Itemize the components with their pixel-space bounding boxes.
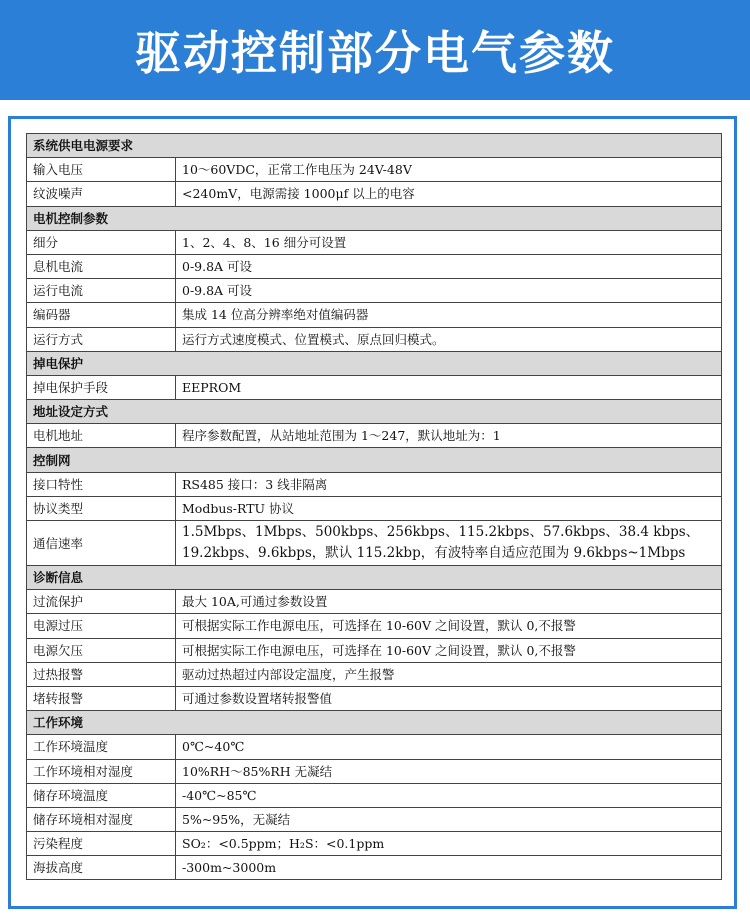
table-row [27,230,722,254]
table-row [27,783,722,807]
section-header [27,206,722,230]
table-row [27,182,722,206]
section-header [27,448,722,472]
spec-table [26,133,722,880]
row-label: 过流保护 [27,590,176,614]
table-row [27,158,722,182]
row-value: <240mV，电源需接 1000μf 以上的电容 [176,182,722,206]
row-label: 海拔高度 [27,856,176,880]
row-value: 1.5Mbps、1Mbps、500kbps、256kbps、115.2kbps、57.6kbps、38.4 kbps、19.2kbps、9.6kbps，默认 115.2kbp，有波特率自适应范围为 9.6kbps~1Mbps [176,521,722,566]
row-value: 驱动过热超过内部设定温度，产生报警 [176,662,722,686]
row-label: 编码器 [27,303,176,327]
row-label: 污染程度 [27,832,176,856]
section-title: 工作环境 [27,711,722,735]
row-value: -40℃~85℃ [176,783,722,807]
section-header [27,351,722,375]
page-title: 驱动控制部分电气参数 [135,26,615,80]
table-row [27,254,722,278]
section-title: 掉电保护 [27,351,722,375]
table-row [27,375,722,399]
table-row [27,662,722,686]
section-title: 地址设定方式 [27,400,722,424]
table-row [27,638,722,662]
section-header [27,711,722,735]
section-title: 电机控制参数 [27,206,722,230]
row-value: 10%RH～85%RH 无凝结 [176,759,722,783]
row-value: 程序参数配置，从站地址范围为 1～247，默认地址为：1 [176,424,722,448]
table-row [27,496,722,520]
row-value: -300m~3000m [176,856,722,880]
row-label: 运行电流 [27,279,176,303]
row-label: 工作环境温度 [27,735,176,759]
table-row [27,735,722,759]
table-row [27,807,722,831]
table-row [27,590,722,614]
row-label: 电机地址 [27,424,176,448]
row-label: 通信速率 [27,521,176,566]
table-row [27,472,722,496]
row-value: 10～60VDC，正常工作电压为 24V-48V [176,158,722,182]
row-label: 协议类型 [27,496,176,520]
row-label: 掉电保护手段 [27,375,176,399]
header-banner [0,0,750,100]
row-value: 可通过参数设置堵转报警值 [176,686,722,710]
row-label: 电源欠压 [27,638,176,662]
section-title: 诊断信息 [27,566,722,590]
table-row [27,327,722,351]
table-row [27,279,722,303]
section-header [27,134,722,158]
row-label: 接口特性 [27,472,176,496]
row-value: 可根据实际工作电源电压，可选择在 10-60V 之间设置，默认 0,不报警 [176,614,722,638]
row-label: 储存环境相对湿度 [27,807,176,831]
row-label: 纹波噪声 [27,182,176,206]
row-value: SO₂：<0.5ppm；H₂S：<0.1ppm [176,832,722,856]
table-row [27,614,722,638]
table-row [27,832,722,856]
section-title: 系统供电电源要求 [27,134,722,158]
row-label: 工作环境相对湿度 [27,759,176,783]
row-value: 0-9.8A 可设 [176,254,722,278]
row-value: Modbus-RTU 协议 [176,496,722,520]
row-label: 息机电流 [27,254,176,278]
row-label: 储存环境温度 [27,783,176,807]
row-value: 最大 10A,可通过参数设置 [176,590,722,614]
row-value: 可根据实际工作电源电压，可选择在 10-60V 之间设置，默认 0,不报警 [176,638,722,662]
row-label: 堵转报警 [27,686,176,710]
row-label: 输入电压 [27,158,176,182]
row-value: 集成 14 位高分辨率绝对值编码器 [176,303,722,327]
row-value: 0-9.8A 可设 [176,279,722,303]
row-value: 1、2、4、8、16 细分可设置 [176,230,722,254]
row-label: 过热报警 [27,662,176,686]
section-header [27,566,722,590]
table-row [27,521,722,566]
section-header [27,400,722,424]
table-row [27,686,722,710]
row-label: 运行方式 [27,327,176,351]
table-row [27,303,722,327]
section-title: 控制网 [27,448,722,472]
row-value: 0℃~40℃ [176,735,722,759]
row-value: 运行方式速度模式、位置模式、原点回归模式。 [176,327,722,351]
row-value: 5%~95%，无凝结 [176,807,722,831]
row-value: RS485 接口：3 线非隔离 [176,472,722,496]
row-value: EEPROM [176,375,722,399]
table-row [27,856,722,880]
table-row [27,759,722,783]
row-label: 电源过压 [27,614,176,638]
row-label: 细分 [27,230,176,254]
table-row [27,424,722,448]
